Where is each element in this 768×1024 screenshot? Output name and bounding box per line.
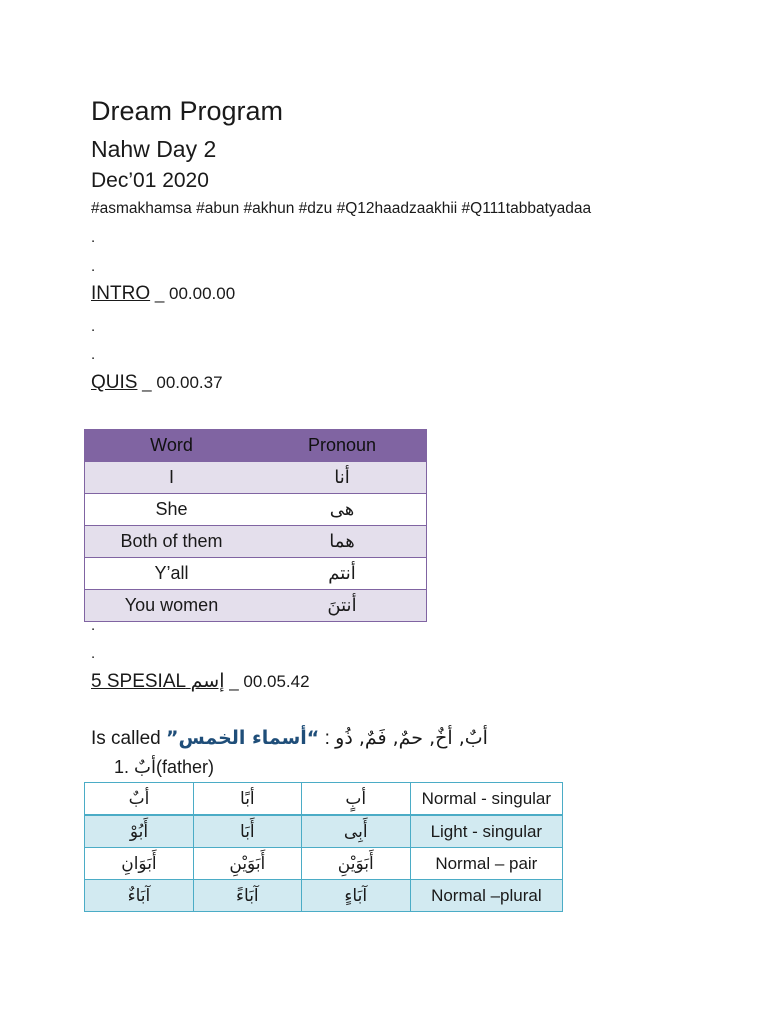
called-line	[91, 727, 488, 750]
asma-khamsa-term: “أسماء الخمس”	[165, 727, 320, 749]
form-label-cell: Normal –plural	[410, 880, 562, 912]
table-row	[85, 783, 563, 816]
intro-label: INTRO	[91, 283, 151, 304]
form-cell: أَبَا	[193, 815, 301, 848]
word-cell: Both of them	[85, 526, 259, 558]
form-cell: أَبُوْ	[85, 815, 194, 848]
spacer-dot: .	[91, 346, 96, 363]
special-timestamp: 00.05.42	[243, 672, 310, 691]
intro-timestamp: 00.00.00	[169, 284, 236, 303]
table-row	[85, 494, 427, 526]
table-row	[85, 526, 427, 558]
quis-label: QUIS	[91, 372, 138, 393]
form-label-cell: Light - singular	[410, 815, 562, 848]
pronoun-cell: هى	[258, 494, 427, 526]
form-cell: أَبَوَيْنِ	[193, 848, 301, 880]
table-row	[85, 880, 563, 912]
quis-heading	[91, 372, 223, 394]
intro-separator: _	[150, 284, 170, 303]
special-label-arabic: إسم	[190, 670, 225, 692]
called-prefix: Is called	[91, 728, 166, 749]
quis-table	[84, 429, 427, 622]
spacer-dot: .	[91, 617, 96, 634]
word-cell: I	[85, 462, 259, 494]
header-word: Word	[85, 430, 259, 462]
form-cell: آبَاءً	[193, 880, 301, 912]
form-label-cell: Normal - singular	[410, 783, 562, 816]
table-row	[85, 590, 427, 622]
word-cell: Y’all	[85, 558, 259, 590]
spacer-dot: .	[91, 258, 96, 275]
quis-separator: _	[137, 373, 157, 392]
spacer-dot: .	[91, 318, 96, 335]
table-header-row	[85, 430, 427, 462]
table-row	[85, 558, 427, 590]
list-number: 1.	[114, 757, 130, 777]
form-label-cell: Normal – pair	[410, 848, 562, 880]
header-pronoun: Pronoun	[258, 430, 427, 462]
form-cell: أبًا	[193, 783, 301, 816]
word-cell: You women	[85, 590, 259, 622]
special-label	[91, 671, 224, 692]
form-cell: أَبِى	[301, 815, 410, 848]
form-cell: أبٌ	[85, 783, 194, 816]
intro-heading	[91, 283, 235, 305]
table-row	[85, 815, 563, 848]
special-separator: _	[224, 672, 244, 691]
special-heading	[91, 670, 310, 693]
quis-timestamp: 00.00.37	[156, 373, 223, 392]
word-cell: She	[85, 494, 259, 526]
pronoun-cell: أنتنَ	[258, 590, 427, 622]
called-colon: :	[319, 728, 336, 749]
document-subtitle: Nahw Day 2	[91, 136, 217, 162]
special-label-latin: 5 SPESIAL	[91, 671, 186, 692]
spacer-dot: .	[91, 645, 96, 662]
item-gloss: (father)	[155, 757, 215, 777]
abun-conjugation-table	[84, 782, 563, 912]
list-item	[114, 757, 214, 778]
pronoun-cell: هما	[258, 526, 427, 558]
form-cell: آبَاءٍ	[301, 880, 410, 912]
table-row	[85, 462, 427, 494]
form-cell: أبٍ	[301, 783, 410, 816]
hashtags: #asmakhamsa #abun #akhun #dzu #Q12haadzaakhii #Q111tabbatyadaa	[91, 200, 592, 217]
pronoun-cell: أنتم	[258, 558, 427, 590]
document-date: Dec’01 2020	[91, 169, 209, 192]
form-cell: أَبَوَيْنِ	[301, 848, 410, 880]
spacer-dot: .	[91, 229, 96, 246]
form-cell: آبَاءٌ	[85, 880, 194, 912]
table-row	[85, 848, 563, 880]
document-title: Dream Program	[91, 96, 284, 126]
five-nouns-list: أبٌ, أخٌ, حمٌ, فَمٌ, ذُو	[335, 727, 488, 749]
pronoun-cell: أنا	[258, 462, 427, 494]
form-cell: أَبَوَانِ	[85, 848, 194, 880]
item-word-arabic: أبٌ	[134, 757, 156, 778]
